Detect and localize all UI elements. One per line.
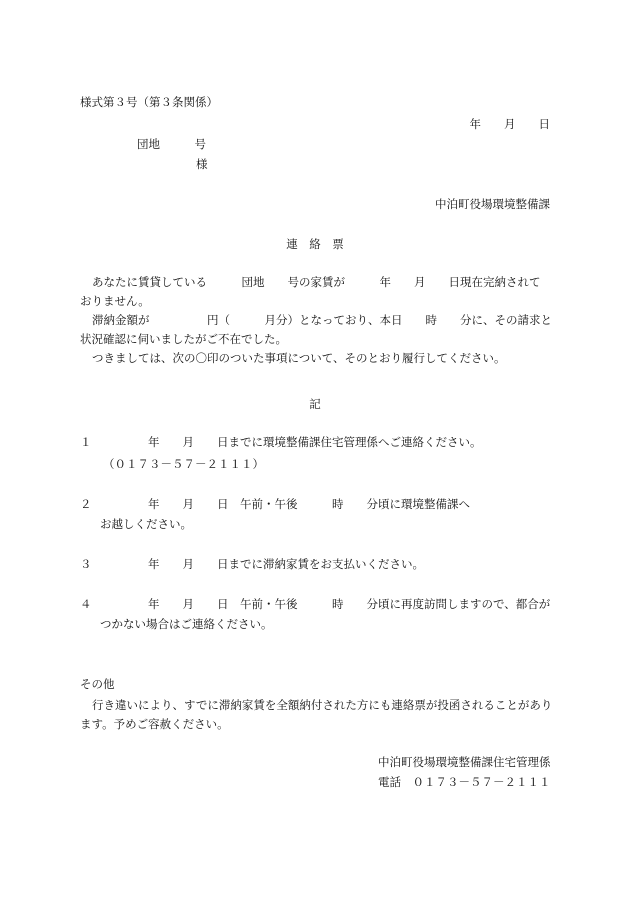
paragraph-3: つきましては、次の〇印のついた事項について、そのとおり履行してください。	[92, 351, 506, 365]
footer-department: 中泊町役場環境整備課住宅管理係	[378, 755, 551, 769]
item-number: ３	[80, 557, 92, 571]
body-text	[80, 273, 560, 368]
other-text	[80, 696, 560, 734]
item-number: ２	[80, 497, 92, 511]
other-heading: その他	[80, 677, 115, 691]
paragraph-1-line-2: おりません。	[80, 294, 150, 308]
item-number: １	[80, 435, 92, 449]
paragraph-2-line-2: 状況確認に伺いましたがご不在でした。	[80, 332, 287, 346]
item-line: お越しください。	[100, 517, 192, 531]
item-number: ４	[80, 597, 92, 611]
item-line: 年 月 日 午前・午後 時 分頃に環境整備課へ	[148, 497, 470, 511]
item-line: つかない場合はご連絡ください。	[100, 617, 273, 631]
recipient-honorific: 様	[196, 157, 208, 171]
item-line: （０１７３－５７－２１１１）	[103, 457, 264, 471]
other-line-1: 行き違いにより、すでに滞納家賃を全額納付された方にも連絡票が投函されることがあり	[92, 698, 553, 712]
other-line-2: ます。予めご容赦ください。	[80, 717, 229, 731]
paragraph-2-line-1: 滞納金額が 円（ 月分）となっており、本日 時 分に、その請求と	[92, 313, 552, 327]
recipient-estate-line: 団地 号	[137, 137, 206, 151]
item-line: 年 月 日 午前・午後 時 分頃に再度訪問しますので、都合が	[148, 597, 551, 611]
ki-heading: 記	[309, 397, 321, 411]
item-line: 年 月 日までに滞納家賃をお支払いください。	[148, 557, 424, 571]
item-line: 年 月 日までに環境整備課住宅管理係へご連絡ください。	[148, 435, 482, 449]
sender-department: 中泊町役場環境整備課	[435, 197, 550, 211]
document-title: 連 絡 票	[286, 237, 344, 251]
form-number: 様式第３号（第３条関係）	[80, 95, 218, 109]
paragraph-1-line-1: あなたに賃貸している 団地 号の家賃が 年 月 日現在完納されて	[92, 275, 541, 289]
date-line: 年 月 日	[469, 117, 550, 131]
footer-phone: 電話 ０１７３－５７－２１１１	[378, 775, 551, 789]
